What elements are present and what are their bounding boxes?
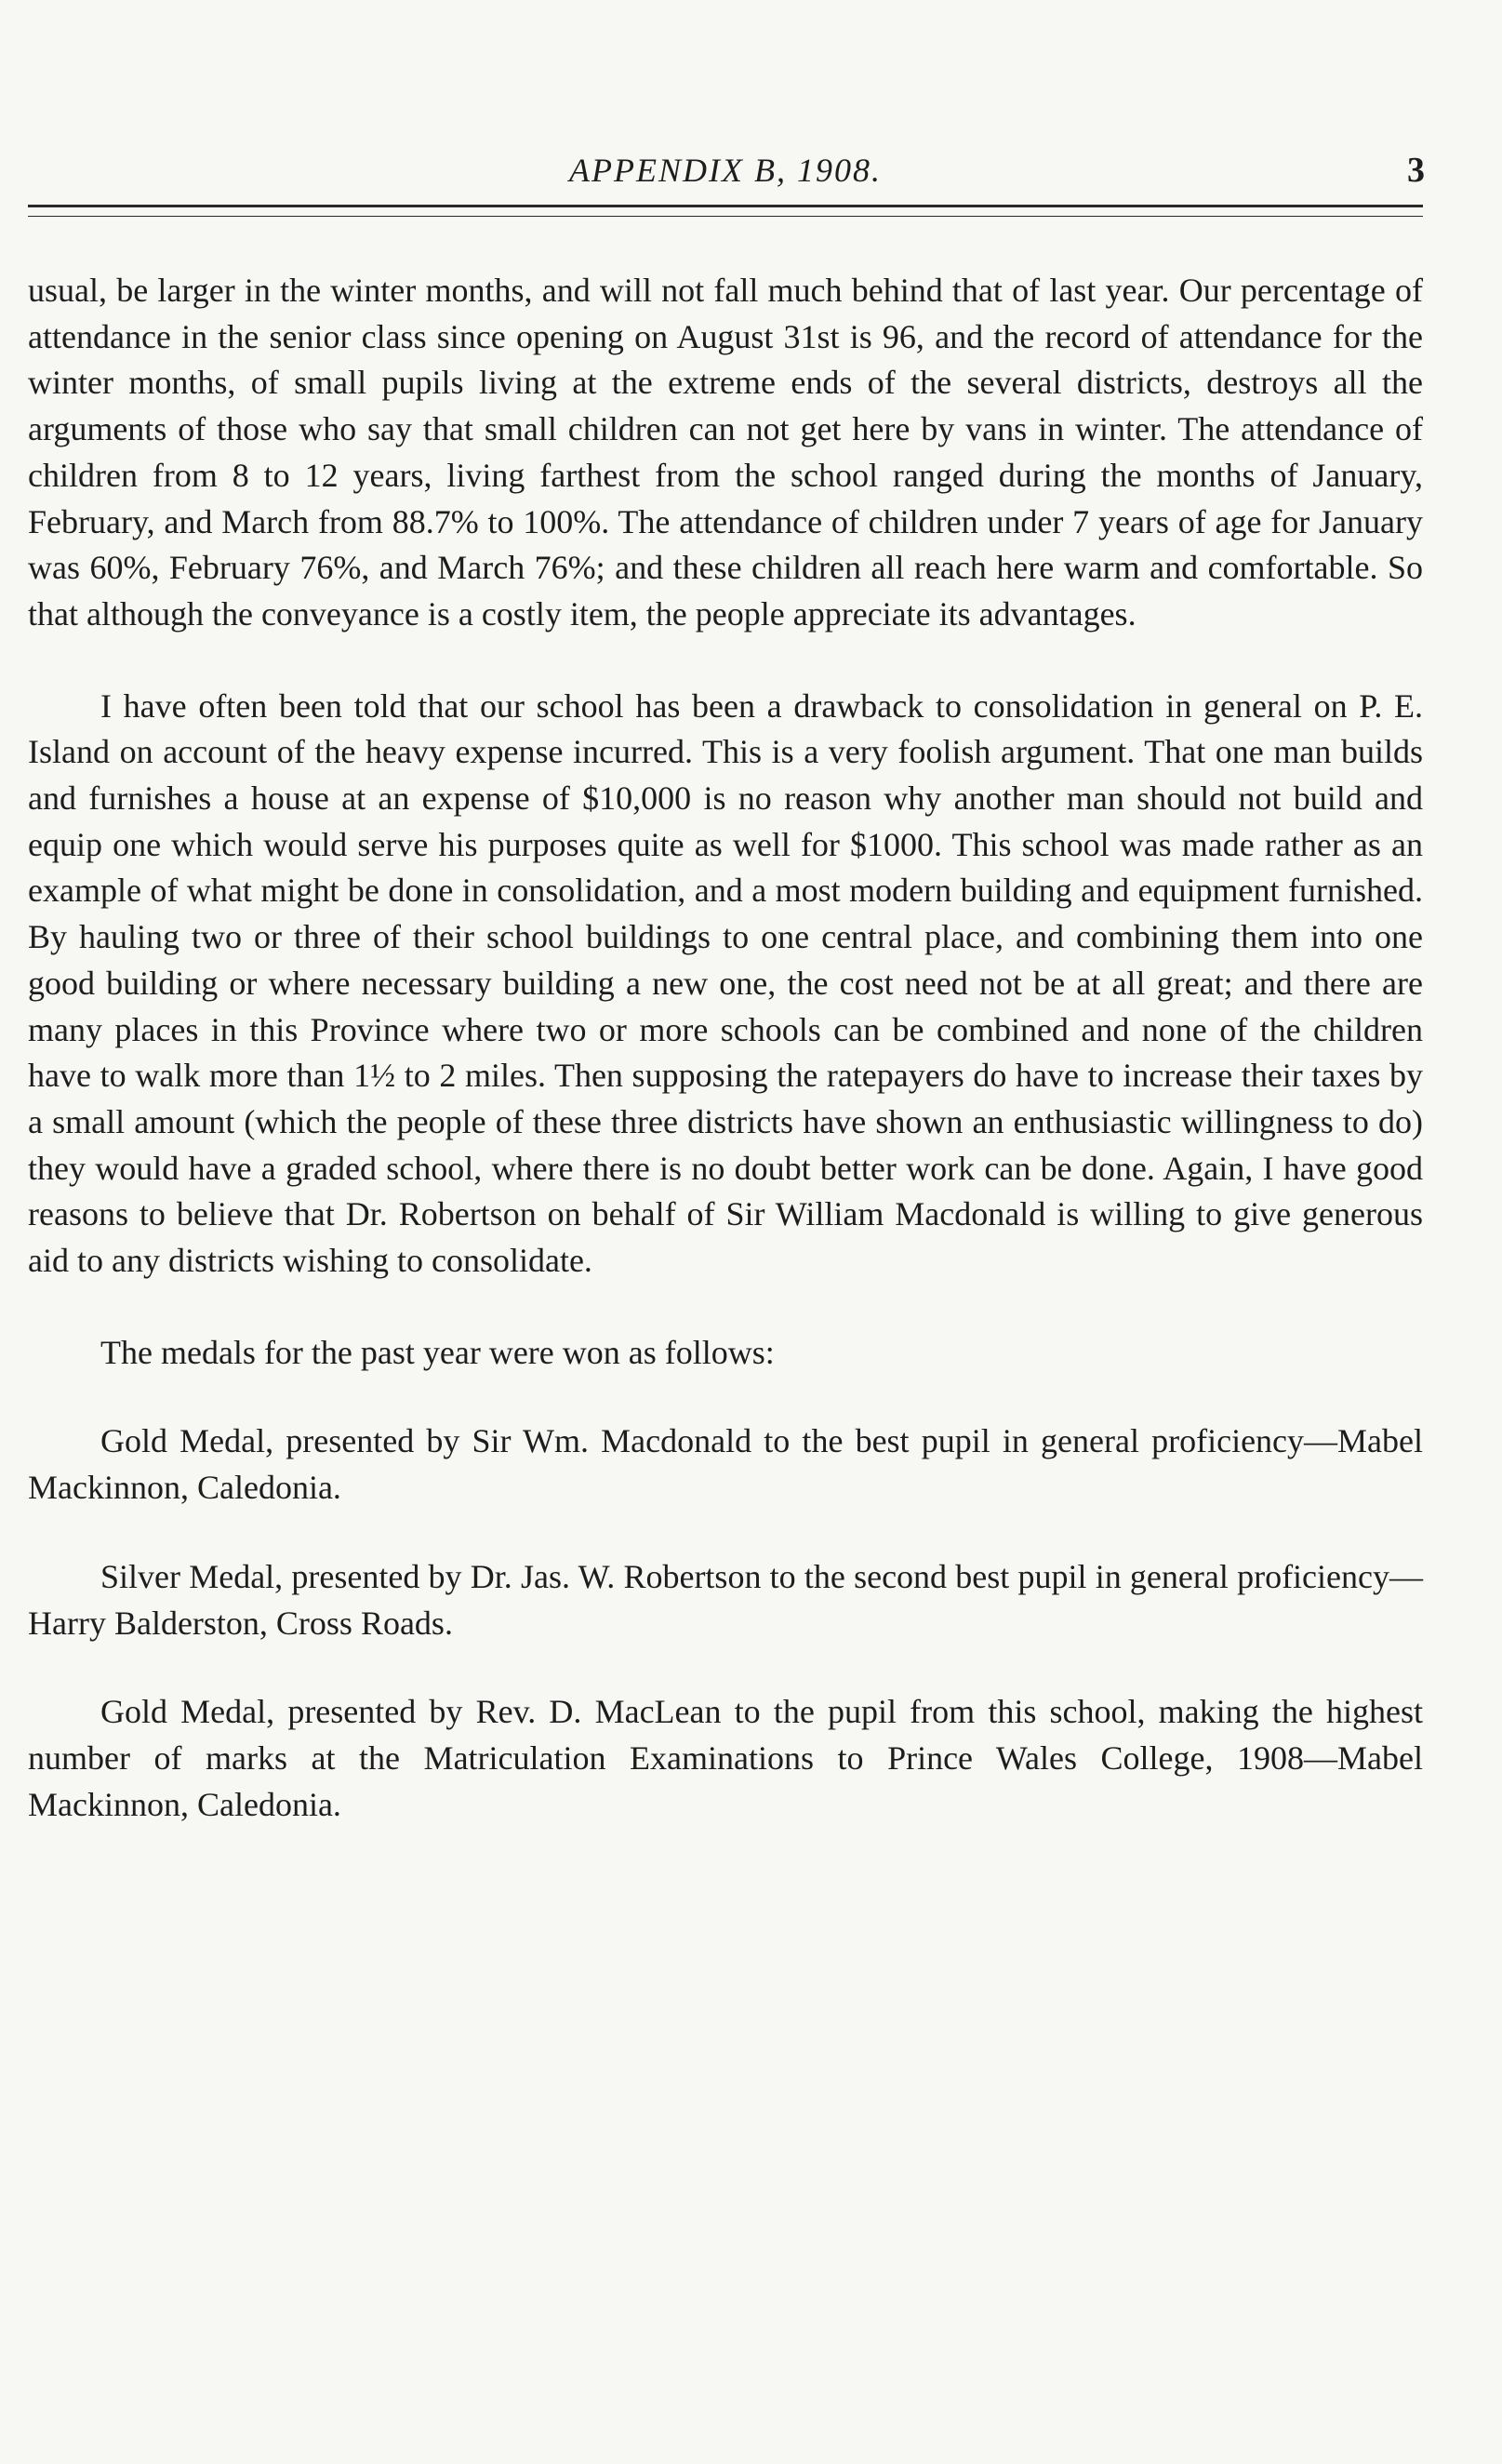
running-title: APPENDIX B, 1908. xyxy=(569,152,882,189)
header-rule-thin xyxy=(28,216,1423,217)
body-text xyxy=(28,268,1423,1828)
page-number: 3 xyxy=(1407,151,1425,190)
paragraph-consolidation: I have often been told that our school has been a drawback to consolidation in general on P. E. Island on account of the heavy expense incurred. This is a very foolish argument. That one man builds and furnishes a house at an expense of $10,000 is no reason why another man should not build and equip one which would serve his purposes quite as well for $1000. This school was made rather as an example of what might be done in consolidation, and a most modern building and equipment furnished. By hauling two or three of their school buildings to one central place, and combining them into one good building or where necessary building a new one, the cost need not be at all great; and there are many places in this Province where two or more schools can be combined and none of the children have to walk more than 1½ to 2 miles. Then supposing the ratepayers do have to increase their taxes by a small amount (which the people of these three districts have shown an enthusiastic willingness to do) they would have a graded school, where there is no doubt better work can be done. Again, I have good reasons to believe that Dr. Robertson on behalf of Sir William Macdonald is willing to give generous aid to any districts wishing to consolidate. xyxy=(28,686,1423,1280)
paragraph-gold-medal-macdonald: Gold Medal, presented by Sir Wm. Macdonald to the best pupil in general proficiency—Mabel Mackinnon, Caledonia. xyxy=(28,1422,1423,1507)
paragraph-silver-medal: Silver Medal, presented by Dr. Jas. W. Robertson to the second best pupil in general proficiency—Harry Balderston, Cross Roads. xyxy=(28,1557,1423,1642)
paragraph-attendance: usual, be larger in the winter months, and will not fall much behind that of last year. Our percentage of attendance in the senior class since opening on August 31st is 96, and the record of attendance for the winter months, of small pupils living at the extreme ends of the several districts, destroys all the arguments of those who say that small children can not get here by vans in winter. The attendance of children from 8 to 12 years, living farthest from the school ranged during the months of January, February, and March from 88.7% to 100%. The attendance of children under 7 years of age for January was 60%, February 76%, and March 76%; and these children all reach here warm and comfortable. So that although the conveyance is a costly item, the people appreciate its advantages. xyxy=(28,272,1423,633)
paragraph-medals-intro: The medals for the past year were won as follows: xyxy=(100,1333,775,1371)
running-head xyxy=(28,147,1423,193)
book-page xyxy=(28,0,1423,2464)
paragraph-gold-medal-maclean: Gold Medal, presented by Rev. D. MacLean to the pupil from this school, making the highest number of marks at the Matriculation Examinations to Prince Wales College, 1908—Mabel Mackinnon, Caledonia. xyxy=(28,1693,1423,1823)
header-rule-thick xyxy=(28,205,1423,207)
